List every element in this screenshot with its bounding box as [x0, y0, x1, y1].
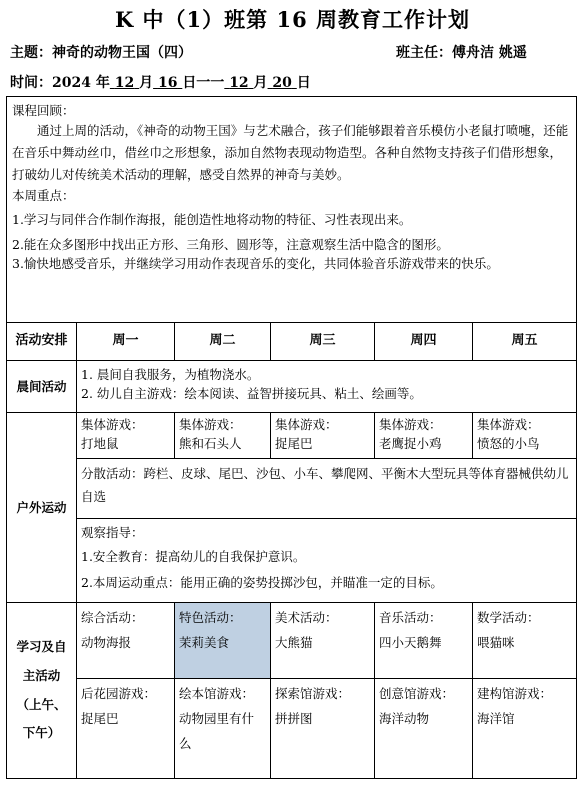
outdoor-scattered: 分散活动：跨栏、皮球、尾巴、沙包、小车、攀爬网、平衡木大型玩具等体育器械供幼儿自选	[77, 459, 577, 519]
learning-fri: 数学活动： 喂猫咪	[473, 603, 577, 679]
day-end: 20	[272, 75, 292, 91]
page-title: K 中（1）班第 16 周教育工作计划	[114, 7, 471, 32]
time-line	[10, 72, 311, 92]
outdoor-game-thu: 集体游戏： 老鹰捉小鸡	[375, 413, 473, 459]
guide-point: 1.安全教育：提高幼儿的自我保护意识。	[81, 549, 306, 565]
month-label-2: 月	[253, 75, 268, 91]
learning-game-thu: 创意馆游戏： 海洋动物	[375, 679, 473, 779]
morning-item: 1. 晨间自我服务，为植物浇水。	[81, 367, 260, 382]
guide-point: 2.本周运动重点：能用正确的姿势投掷沙包，并瞄准一定的目标。	[81, 574, 443, 590]
focus-point: 1.学习与同伴合作制作海报，能创造性地将动物的特征、习性表现出来。	[12, 212, 412, 228]
theme-line	[10, 42, 192, 62]
learning-game-wed: 探索馆游戏： 拼拼图	[271, 679, 375, 779]
month-end: 12	[229, 75, 249, 91]
focus-point: 3.愉快地感受音乐，并继续学习用动作表现音乐的变化，共同体验音乐游戏带来的快乐。	[12, 256, 499, 272]
learning-tue-featured: 特色活动： 茉莉美食	[175, 603, 271, 679]
outdoor-guidance	[77, 519, 577, 603]
schedule-header-row	[7, 323, 577, 361]
teacher-label: 班主任：	[396, 45, 452, 61]
teacher-line	[396, 42, 527, 62]
guide-heading: 观察指导：	[81, 525, 144, 540]
theme-label: 主题：	[10, 45, 52, 61]
morning-activities	[77, 361, 577, 413]
learning-mon: 综合活动： 动物海报	[77, 603, 175, 679]
day-separator: 日一一	[182, 75, 225, 91]
outdoor-label: 户外运动	[7, 413, 77, 603]
focus-point: 2.能在众多图形中找出正方形、三角形、圆形等，注意观察生活中隐含的图形。	[12, 236, 449, 252]
theme-value: 神奇的动物王国（四）	[52, 45, 192, 61]
header-thu: 周四	[375, 323, 473, 361]
outdoor-game-tue: 集体游戏： 熊和石头人	[175, 413, 271, 459]
learning-game-fri: 建构馆游戏： 海洋馆	[473, 679, 577, 779]
review-heading: 课程回顾：	[12, 103, 75, 118]
learning-wed: 美术活动： 大熊猫	[271, 603, 375, 679]
month-label: 月	[139, 75, 154, 91]
morning-label: 晨间活动	[7, 361, 77, 413]
plan-table	[6, 96, 577, 779]
focus-heading: 本周重点：	[12, 188, 75, 203]
day-start: 16	[157, 75, 178, 91]
header-fri: 周五	[473, 323, 577, 361]
outdoor-game-fri: 集体游戏： 愤怒的小鸟	[473, 413, 577, 459]
learning-thu: 音乐活动： 四小天鹅舞	[375, 603, 473, 679]
outdoor-game-mon: 集体游戏： 打地鼠	[77, 413, 175, 459]
learning-label: 学习及自 主活动 （上午、 下午）	[7, 603, 77, 779]
header-wed: 周三	[271, 323, 375, 361]
course-review	[7, 97, 577, 323]
morning-item: 2. 幼儿自主游戏：绘本阅读、益智拼接玩具、粘土、绘画等。	[81, 386, 422, 402]
header-mon: 周一	[77, 323, 175, 361]
learning-game-tue: 绘本馆游戏： 动物园里有什么	[175, 679, 271, 779]
month-start: 12	[114, 75, 135, 91]
day-end-label: 日	[296, 75, 311, 91]
year: 2024 年	[52, 75, 110, 91]
teacher-names: 傅舟洁 姚遥	[452, 45, 527, 61]
header-activity: 活动安排	[7, 323, 77, 361]
header-tue: 周二	[175, 323, 271, 361]
review-body: 通过上周的活动，《神奇的动物王国》与艺术融合，孩子们能够跟着音乐模仿小老鼠打喷嚏，还能在音乐中舞动丝巾，借丝巾之形想象，添加自然物表现动物造型。各种自然物支持孩子们借形想象，打破幼儿对传统美术活动的理解，感受自然界的神奇与美妙。	[12, 123, 569, 183]
learning-game-mon: 后花园游戏： 捉尾巴	[77, 679, 175, 779]
outdoor-game-wed: 集体游戏： 捉尾巴	[271, 413, 375, 459]
time-label: 时间：	[10, 75, 52, 91]
